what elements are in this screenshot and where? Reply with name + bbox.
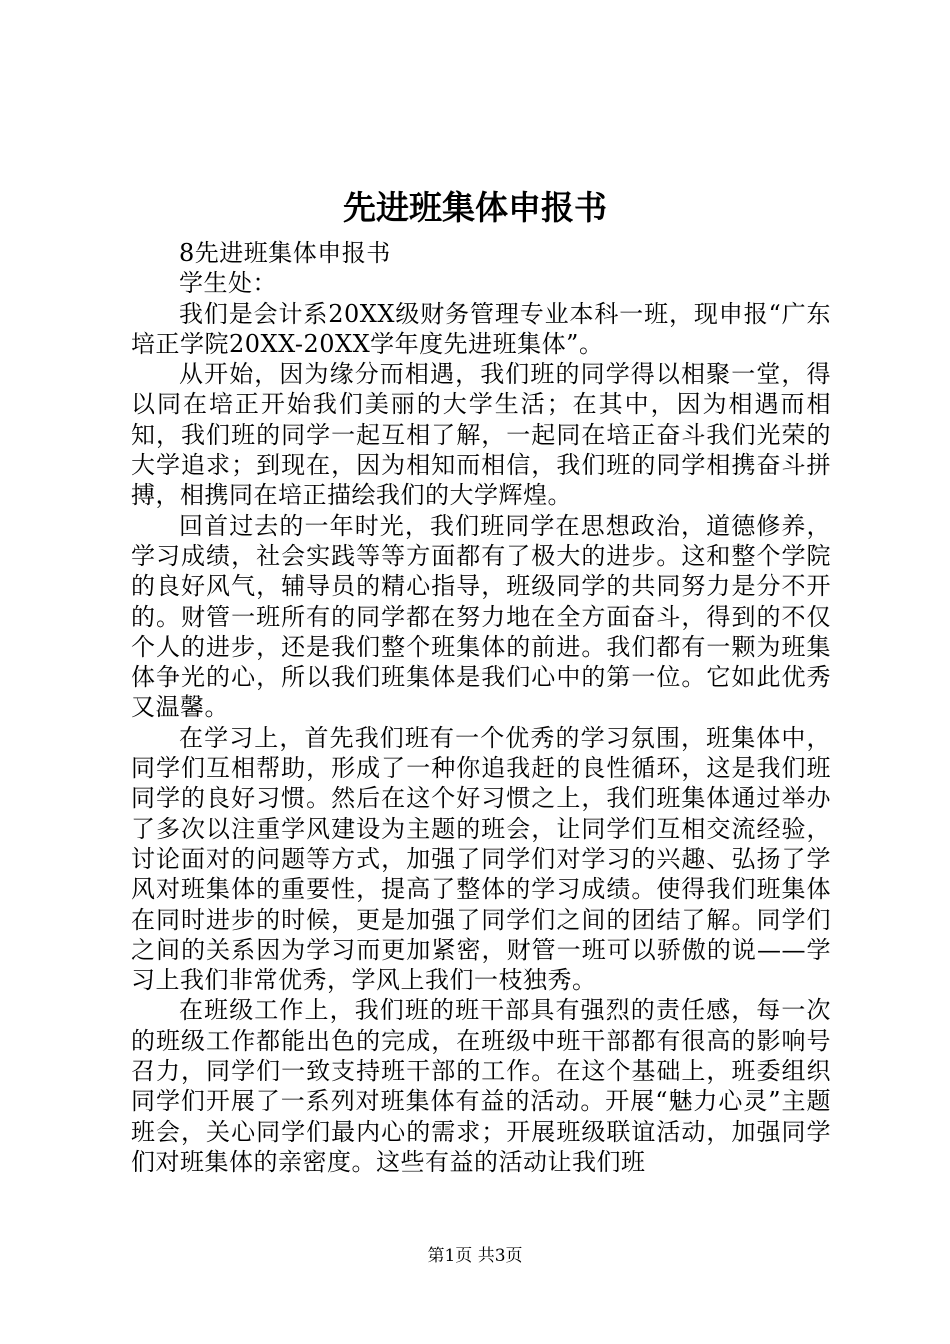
page-footer: 第1页 共3页 [427, 1246, 523, 1266]
paragraph-review: 回首过去的一年时光，我们班同学在思想政治，道德修养，学习成绩，社会实践等等方面都有了极大的进步。这和整个学院的良好风气，辅导员的精心指导，班级同学的共同努力是分不开的。财管一班所有的同学都在努力地在全方面奋斗，得到的不仅个人的进步，还是我们整个班集体的前进。我们都有一颗为班集体争光的心，所以我们班集体是我们心中的第一位。它如此优秀又温馨。 [131, 511, 831, 722]
paragraph-study: 在学习上，首先我们班有一个优秀的学习氛围，班集体中，同学们互相帮助，形成了一种你追我赶的良性循环，这是我们班同学的良好习惯。然后在这个好习惯之上，我们班集体通过举办了多次以注重学风建设为主题的班会，让同学们互相交流经验，讨论面对的问题等方式，加强了同学们对学习的兴趣、弘扬了学风对班集体的重要性，提高了整体的学习成绩。使得我们班集体在同时进步的时候，更是加强了同学们之间的团结了解。同学们之间的关系因为学习而更加紧密，财管一班可以骄傲的说——学习上我们非常优秀，学风上我们一枝独秀。 [131, 723, 831, 995]
paragraph-subtitle: 8先进班集体申报书 [179, 239, 391, 267]
paragraph-class-work: 在班级工作上，我们班的班干部具有强烈的责任感，每一次的班级工作都能出色的完成，在班级中班干部都有很高的影响号召力，同学们一致支持班干部的工作。在这个基础上，班委组织同学们开展了一系列对班集体有益的活动。开展“魅力心灵”主题班会，关心同学们最内心的需求；开展班级联谊活动，加强同学们对班集体的亲密度。这些有益的活动让我们班 [131, 996, 831, 1176]
paragraph-origin: 从开始，因为缘分而相遇，我们班的同学得以相聚一堂，得以同在培正开始我们美丽的大学生活；在其中，因为相遇而相知，我们班的同学一起互相了解，一起同在培正奋斗我们光荣的大学追求；到现在，因为相知而相信，我们班的同学相携奋斗拼搏，相携同在培正描绘我们的大学辉煌。 [131, 360, 831, 510]
paragraph-addressee: 学生处： [179, 269, 277, 298]
document-title: 先进班集体申报书 [343, 188, 607, 227]
document-body [131, 238, 831, 1177]
paragraph-intro: 我们是会计系20XX级财务管理专业本科一班，现申报“广东培正学院20XX-20XX学年度先进班集体”。 [131, 299, 831, 358]
